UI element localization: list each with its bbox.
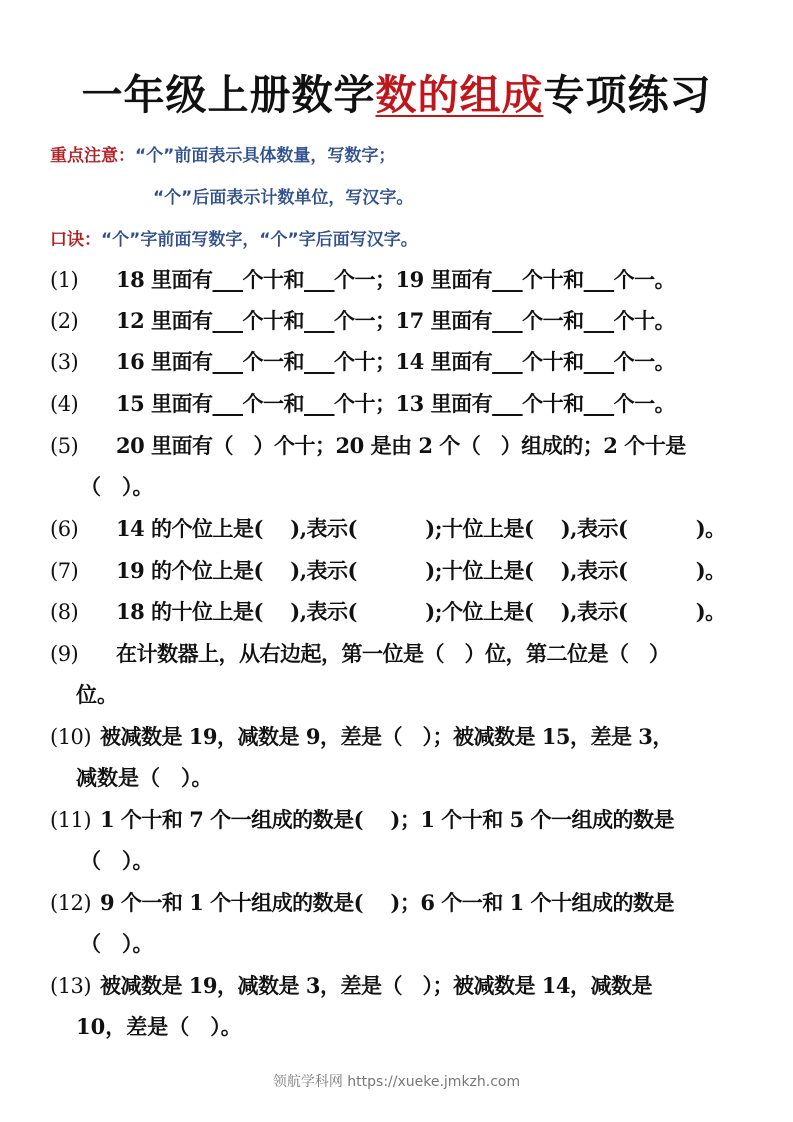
- question-text: 15 里面有___个一和___个十；13 里面有___个十和___个一。: [116, 391, 676, 416]
- question-number: (3): [50, 350, 79, 374]
- key-note-line1: “个”前面表示具体数量，写数字；: [135, 146, 396, 166]
- question-3: [50, 346, 675, 376]
- footer-watermark: 领航学科网 https://xueke.jmkzh.com: [272, 1074, 521, 1090]
- question-text: 被减数是 19，减数是 9，差是（ ）；被减数是 15，差是 3，: [100, 724, 673, 749]
- key-note: [50, 141, 395, 166]
- question-9-continuation: 位。: [76, 682, 118, 707]
- rhyme-note: [50, 225, 418, 250]
- question-number: (11): [50, 808, 92, 832]
- question-number: (13): [50, 974, 92, 998]
- question-text: 1 个十和 7 个一组成的数是( )；1 个十和 5 个一组成的数是: [100, 807, 674, 832]
- question-text: 被减数是 19，减数是 3，差是（ ）；被减数是 14，减数是: [100, 973, 652, 998]
- question-12: [50, 887, 674, 917]
- question-10-continuation: 减数是（ ）。: [76, 765, 213, 790]
- question-11: [50, 804, 674, 834]
- question-text: 14 的个位上是( ),表示( );十位上是( ),表示( )。: [116, 516, 726, 541]
- title-prefix: 一年级上册数学: [81, 71, 376, 119]
- question-4: [50, 388, 675, 418]
- title-suffix: 专项练习: [543, 71, 712, 119]
- rhyme-text: “个”字前面写数字，“个”字后面写汉字。: [101, 230, 418, 250]
- question-6: [50, 513, 726, 543]
- key-note-line2-text: “个”后面表示计数单位，写汉字。: [153, 188, 414, 208]
- question-number: (4): [50, 392, 79, 416]
- question-5: [50, 430, 686, 460]
- question-13: [50, 970, 652, 1000]
- question-8: [50, 596, 726, 626]
- question-1: [50, 264, 675, 294]
- question-5-continuation: （ ）。: [80, 474, 154, 499]
- question-13-continuation: 10，差是（ ）。: [76, 1014, 242, 1039]
- question-number: (12): [50, 891, 92, 915]
- question-text: 18 里面有___个十和___个一；19 里面有___个十和___个一。: [116, 267, 676, 292]
- question-text: 19 的个位上是( ),表示( );十位上是( ),表示( )。: [116, 558, 726, 583]
- question-number: (2): [50, 309, 79, 333]
- question-number: (7): [50, 559, 79, 583]
- question-number: (5): [50, 434, 79, 458]
- question-text: 16 里面有___个一和___个十；14 里面有___个十和___个一。: [116, 349, 676, 374]
- question-text: 12 里面有___个十和___个一；17 里面有___个一和___个十。: [116, 308, 676, 333]
- question-number: (10): [50, 725, 92, 749]
- question-number: (6): [50, 517, 79, 541]
- question-number: (9): [50, 642, 79, 666]
- question-number: (1): [50, 268, 79, 292]
- question-text: 18 的十位上是( ),表示( );个位上是( ),表示( )。: [116, 599, 726, 624]
- question-number: (8): [50, 600, 79, 624]
- question-text: 9 个一和 1 个十组成的数是( )；6 个一和 1 个十组成的数是: [100, 890, 674, 915]
- question-12-continuation: （ ）。: [80, 931, 154, 956]
- question-9: [50, 638, 670, 668]
- question-text: 在计数器上，从右边起，第一位是（ ）位，第二位是（ ）: [116, 641, 670, 666]
- key-note-line2: [153, 183, 413, 208]
- question-11-continuation: （ ）。: [80, 848, 154, 873]
- page-title: [0, 62, 793, 121]
- key-note-label: 重点注意：: [50, 146, 135, 166]
- question-2: [50, 305, 675, 335]
- question-text: 20 里面有（ ）个十；20 是由 2 个（ ）组成的；2 个十是: [116, 433, 686, 458]
- rhyme-label: 口诀：: [50, 230, 101, 250]
- question-10: [50, 721, 673, 751]
- question-7: [50, 555, 726, 585]
- title-highlight: 数的组成: [375, 71, 544, 119]
